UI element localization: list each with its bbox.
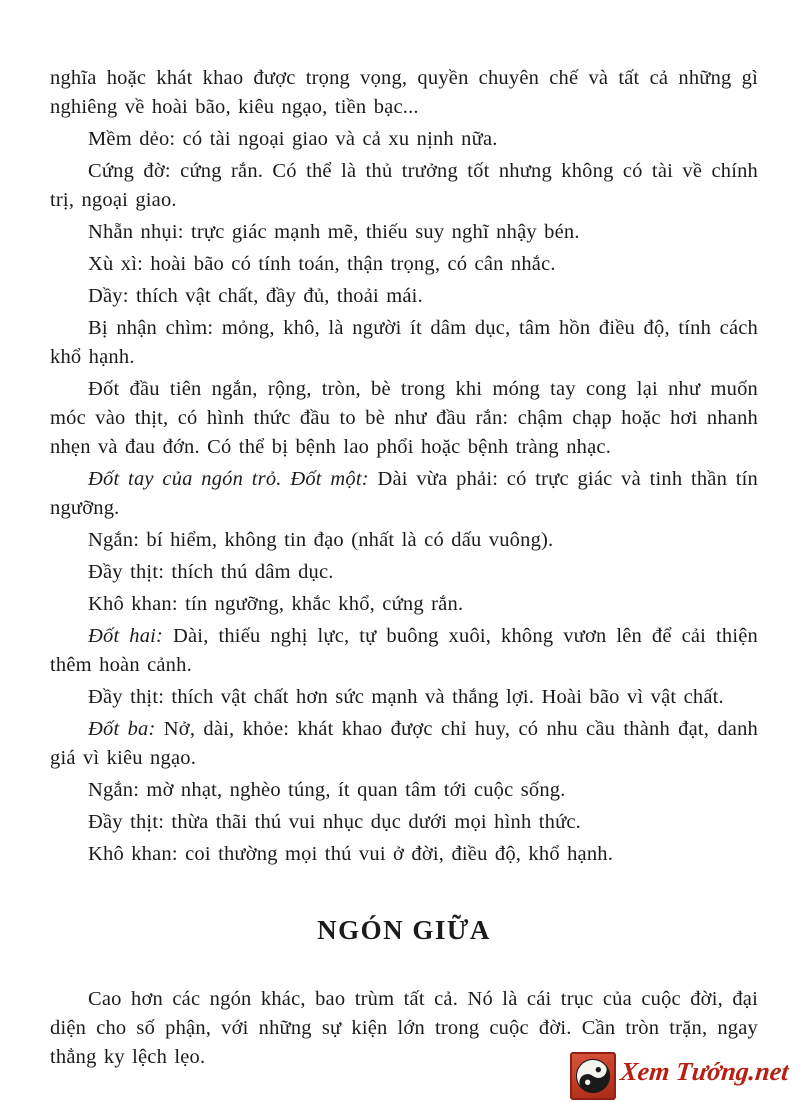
paragraph: Đốt ba: Nở, dài, khỏe: khát khao được chỉ huy, có nhu cầu thành đạt, danh giá vì kiêu ngạo. — [50, 718, 758, 769]
paragraph: Khô khan: tín ngưỡng, khắc khổ, cứng rắn. — [88, 593, 464, 615]
paragraph: Đốt hai: Dài, thiếu nghị lực, tự buông xuôi, không vươn lên để cải thiện thêm hoàn cảnh. — [50, 625, 758, 676]
watermark-site-name: Xem Tướng.net — [618, 1057, 790, 1086]
body-text-block — [50, 64, 758, 869]
paragraph: nghĩa hoặc khát khao được trọng vọng, quyền chuyên chế và tất cả những gì nghiêng về hoài bão, kiêu ngạo, tiền bạc... — [50, 67, 758, 118]
paragraph: Đầy thịt: thích vật chất hơn sức mạnh và thắng lợi. Hoài bão vì vật chất. — [88, 686, 724, 708]
yin-yang-icon — [570, 1052, 616, 1100]
section-heading-ngon-giua: NGÓN GIỮA — [317, 915, 491, 945]
paragraph: Bị nhận chìm: mỏng, khô, là người ít dâm dục, tâm hồn điều độ, tính cách khổ hạnh. — [50, 317, 758, 368]
paragraph: Khô khan: coi thường mọi thú vui ở đời, điều độ, khổ hạnh. — [88, 843, 614, 865]
page-content — [50, 64, 758, 1075]
watermark-xemtuong — [570, 1052, 788, 1100]
paragraph: Nhẵn nhụi: trực giác mạnh mẽ, thiếu suy nghĩ nhậy bén. — [88, 221, 580, 243]
paragraph: Cứng đờ: cứng rắn. Có thể là thủ trưởng tốt nhưng không có tài về chính trị, ngoại giao. — [50, 160, 758, 211]
paragraph: Đầy thịt: thừa thãi thú vui nhục dục dưới mọi hình thức. — [88, 811, 582, 833]
paragraph: Đốt tay của ngón trỏ. Đốt một: Dài vừa phải: có trực giác và tinh thần tín ngưỡng. — [50, 468, 758, 519]
paragraph: Xù xì: hoài bão có tính toán, thận trọng, có cân nhắc. — [88, 253, 556, 275]
paragraph: Đốt đầu tiên ngắn, rộng, tròn, bè trong khi móng tay cong lại như muốn móc vào thịt, có hình thức đầu to bè như đầu rắn: chậm chạp hoặc hơi nhanh nhẹn và đau đớn. Có thể bị bệnh lao phổi hoặc bệnh tràng nhạc. — [50, 378, 758, 458]
paragraph: Mềm dẻo: có tài ngoại giao và cả xu nịnh nữa. — [88, 128, 498, 150]
paragraph: Dầy: thích vật chất, đầy đủ, thoải mái. — [88, 285, 423, 307]
paragraph: Ngắn: mờ nhạt, nghèo túng, ít quan tâm tới cuộc sống. — [88, 779, 566, 801]
paragraph: Ngắn: bí hiểm, không tin đạo (nhất là có dấu vuông). — [88, 529, 554, 551]
paragraph: Cao hơn các ngón khác, bao trùm tất cả. Nó là cái trục của cuộc đời, đại diện cho số phận, với những sự kiện lớn trong cuộc đời. Cần tròn trặn, ngay thẳng ky lệch lẹo. — [50, 988, 758, 1068]
paragraph: Đầy thịt: thích thú dâm dục. — [88, 561, 334, 583]
